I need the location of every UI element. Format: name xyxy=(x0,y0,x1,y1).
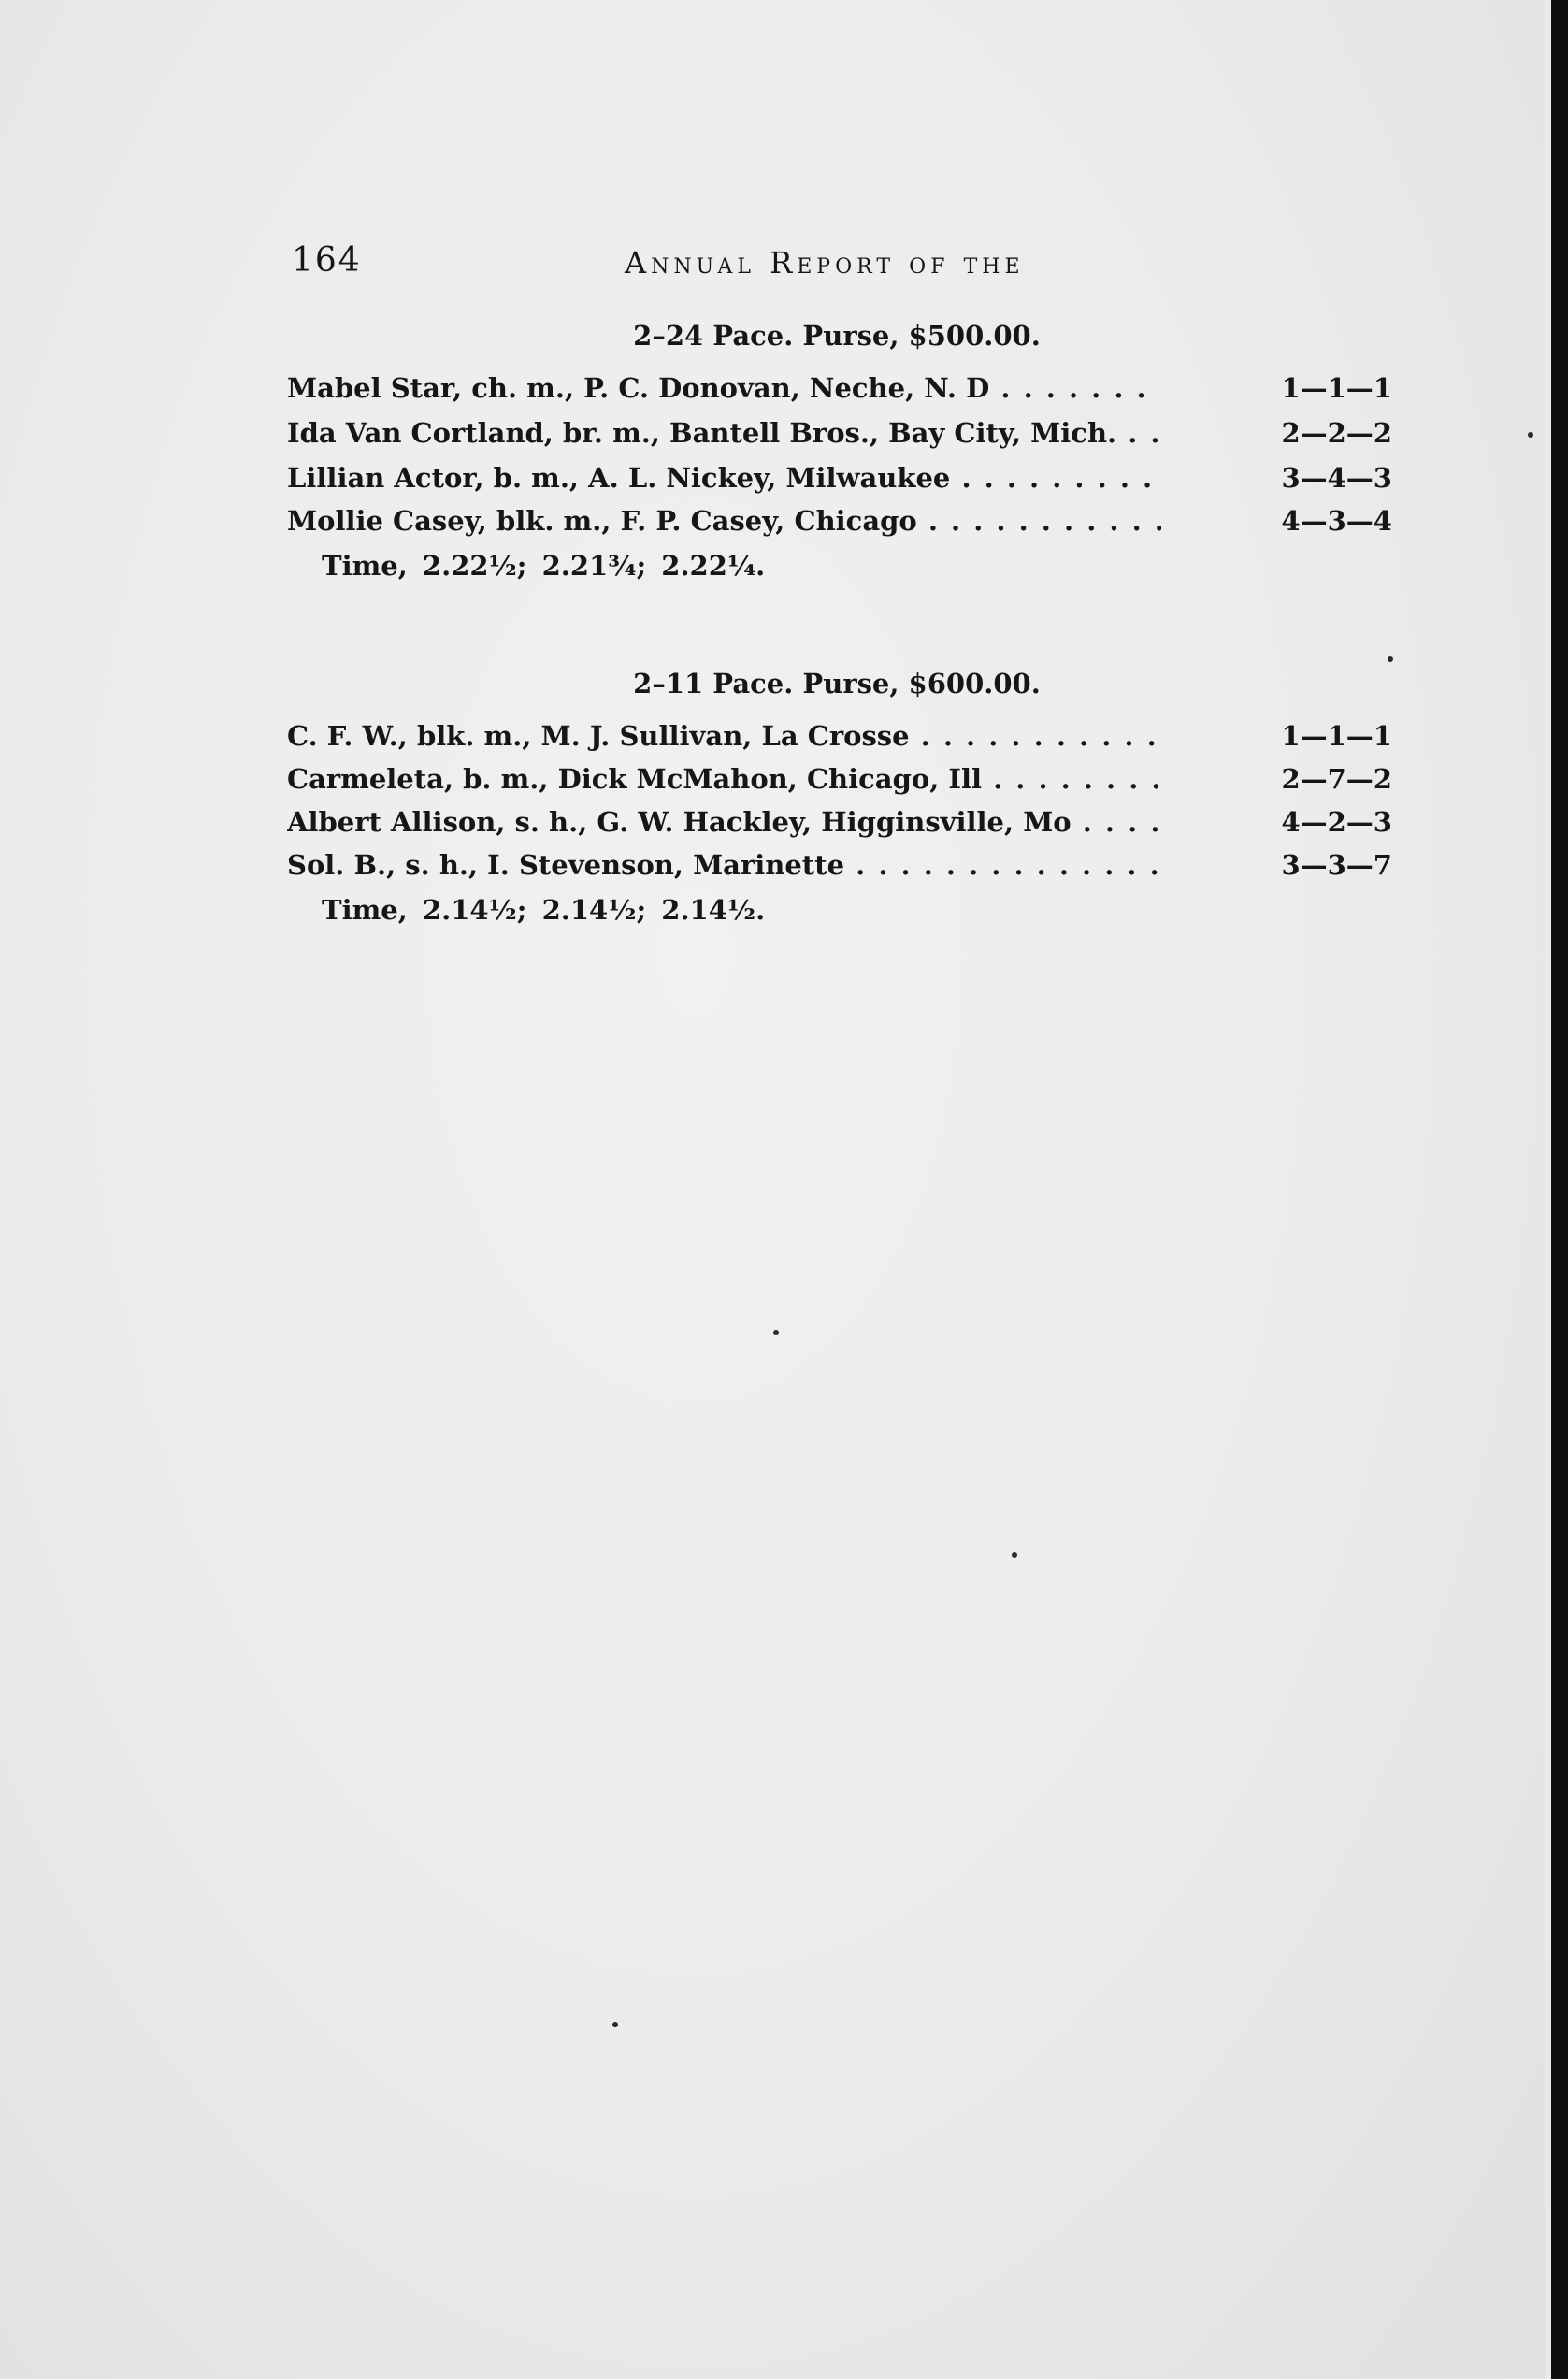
entry-text: Lillian Actor, b. m., A. L. Nickey, Milwaukee . . . xyxy=(287,462,1161,494)
scan-speck xyxy=(1528,432,1533,438)
entry-text: Ida Van Cortland, br. m., Bantell Bros., Bay City, Mich. . . . xyxy=(287,417,1161,449)
race-title: 2–11 Pace. Purse, $600.00. xyxy=(633,668,1041,699)
race-entry xyxy=(287,720,1390,757)
page-header xyxy=(0,241,1545,288)
entry-result: 4—3—4 xyxy=(1281,505,1392,537)
scan-speck xyxy=(1012,1552,1017,1558)
race-entry xyxy=(287,505,1390,542)
scan-speck xyxy=(1388,656,1393,662)
race-title: 2–24 Pace. Purse, $500.00. xyxy=(633,320,1041,352)
scan-speck xyxy=(773,1330,779,1335)
race-entry xyxy=(287,763,1390,800)
entry-result: 3—4—3 xyxy=(1281,462,1392,494)
entry-text: C. F. W., blk. m., M. J. Sullivan, La Crosse . . . xyxy=(287,720,1161,752)
scan-speck xyxy=(612,2022,618,2027)
entry-result: 4—2—3 xyxy=(1281,806,1392,838)
entry-text: Albert Allison, s. h., G. W. Hackley, Higginsville, Mo . . . xyxy=(287,806,1161,838)
running-title: Annual Report of the xyxy=(625,245,1025,281)
page-edge xyxy=(1551,0,1568,2379)
race-entry xyxy=(287,372,1390,410)
entry-result: 1—1—1 xyxy=(1281,720,1392,752)
page-number: 164 xyxy=(292,241,362,280)
race-entry xyxy=(287,417,1390,454)
entry-text: Sol. B., s. h., I. Stevenson, Marinette . . . xyxy=(287,849,1161,881)
entry-result: 1—1—1 xyxy=(1281,372,1392,404)
entry-text: Mollie Casey, blk. m., F. P. Casey, Chicago . . . xyxy=(287,505,1161,537)
race-entry xyxy=(287,462,1390,499)
entry-text: Mabel Star, ch. m., P. C. Donovan, Neche, N. D . . . xyxy=(287,372,1161,404)
entry-result: 3—3—7 xyxy=(1281,849,1392,881)
race-time: Time, 2.22½; 2.21¾; 2.22¼. xyxy=(322,550,766,582)
entry-result: 2—7—2 xyxy=(1281,763,1392,795)
race-entry xyxy=(287,849,1390,887)
race-entry xyxy=(287,806,1390,843)
entry-result: 2—2—2 xyxy=(1281,417,1392,449)
entry-text: Carmeleta, b. m., Dick McMahon, Chicago, Ill . . . xyxy=(287,763,1161,795)
race-time: Time, 2.14½; 2.14½; 2.14½. xyxy=(322,894,766,926)
